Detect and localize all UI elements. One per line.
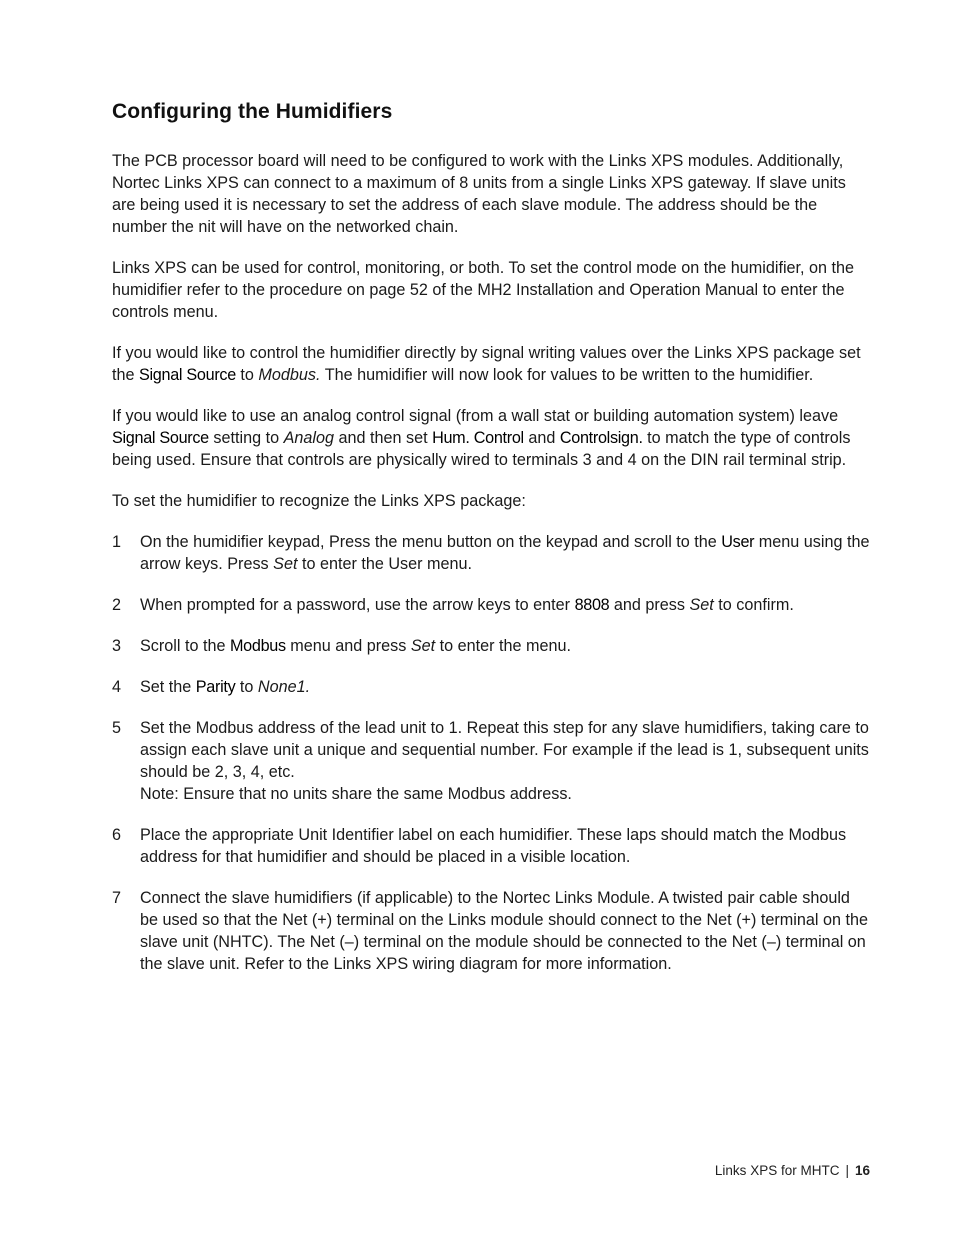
paragraph-modbus-signal — [112, 342, 872, 386]
text: Scroll to the — [140, 637, 230, 655]
section-heading: Configuring the Humidifiers — [112, 100, 393, 123]
menu-name: User — [721, 533, 755, 551]
text: to match the type of controls being used. Ensure that controls are physically wired to terminals 3 and 4 on the DIN rail terminal strip. — [112, 429, 851, 469]
text: setting to — [208, 429, 284, 447]
password-value: 8808 — [574, 596, 610, 614]
setting-value: Analog — [283, 429, 334, 447]
step-item — [112, 531, 872, 575]
step-number: 2 — [112, 596, 122, 614]
text: The humidifier will now look for values to be written to the humidifier. — [320, 366, 814, 384]
text: Place the appropriate Unit Identifier label on each humidifier. These laps should match the Modbus address for that humidifier and should be placed in a visible location. — [140, 826, 847, 866]
text: to enter the User menu. — [297, 555, 473, 573]
step-number: 1 — [112, 533, 122, 551]
step-number: 5 — [112, 719, 122, 737]
text: Set the Modbus address of the lead unit to 1. Repeat this step for any slave humidifiers, taking care to assign each slave unit a unique and sequential number. For example if the lead is 1, subsequent units should be 2, 3, 4, etc. — [140, 719, 869, 781]
setting-name: Hum. Control — [432, 429, 524, 447]
key-name: Set — [410, 637, 436, 655]
text: menu and press — [285, 637, 411, 655]
step-item — [112, 594, 872, 616]
steps-list — [112, 531, 872, 975]
text: On the humidifier keypad, Press the menu button on the keypad and scroll to the — [140, 533, 722, 551]
text: When prompted for a password, use the arrow keys to enter — [140, 596, 575, 614]
step-note: Note: Ensure that no units share the same Modbus address. — [140, 785, 572, 803]
text: to confirm. — [713, 596, 794, 614]
setting-name: Signal Source — [139, 366, 236, 384]
step-number: 4 — [112, 678, 122, 696]
paragraph-control-mode: Links XPS can be used for control, monitoring, or both. To set the control mode on the humidifier, on the humidifier refer to the procedure on page 52 of the MH2 Installation and Operation Manual to enter the controls menu. — [112, 259, 855, 321]
text: If you would like to use an analog control signal (from a wall stat or building automation system) leave — [112, 407, 839, 425]
text: If you would like to control the humidifier directly by signal writing values over the Links XPS package set the — [112, 344, 861, 384]
menu-name: Modbus — [229, 637, 286, 655]
setting-name: Controlsign. — [559, 429, 643, 447]
step-item — [112, 676, 872, 698]
step-item — [112, 635, 872, 657]
text: to enter the menu. — [435, 637, 572, 655]
text: Set the — [140, 678, 196, 696]
setting-value: Modbus. — [258, 366, 321, 384]
setting-value: None1. — [257, 678, 311, 696]
text: menu using the arrow keys. Press — [140, 533, 870, 573]
step-item — [112, 717, 872, 805]
setting-name: Signal Source — [112, 429, 209, 447]
footer-title: Links XPS for MHTC — [714, 1163, 840, 1178]
text: and — [523, 429, 560, 447]
text: and then set — [333, 429, 433, 447]
step-number: 7 — [112, 889, 122, 907]
key-name: Set — [689, 596, 714, 614]
paragraph-intro: The PCB processor board will need to be configured to work with the Links XPS modules. Additionally, Nortec Links XPS can connect to a maximum of 8 units from a single Links XPS gateway. If slave units are being used it is necessary to set the address of each slave module. The address should be the number the nit will have on the networked chain. — [112, 152, 846, 236]
step-number: 6 — [112, 826, 122, 844]
footer-separator: | — [845, 1163, 849, 1178]
document-page — [112, 100, 872, 994]
text: to — [235, 678, 258, 696]
step-number: 3 — [112, 637, 122, 655]
text: Connect the slave humidifiers (if applicable) to the Nortec Links Module. A twisted pair cable should be used so that the Net (+) terminal on the Links module should connect to the Net (+) terminal on the slave unit (NHTC). The Net (–) terminal on the module should be connected to the Net (–) terminal on the slave unit. Refer to the Links XPS wiring diagram for more information. — [140, 889, 868, 973]
step-item — [112, 887, 872, 975]
page-footer — [715, 1163, 870, 1178]
key-name: Set — [273, 555, 298, 573]
paragraph-analog-signal — [112, 405, 872, 471]
text: and press — [609, 596, 690, 614]
text: to — [235, 366, 259, 384]
page-number: 16 — [854, 1163, 870, 1178]
setting-name: Parity — [195, 678, 236, 696]
paragraph-steps-intro: To set the humidifier to recognize the Links XPS package: — [112, 492, 526, 510]
step-item — [112, 824, 872, 868]
